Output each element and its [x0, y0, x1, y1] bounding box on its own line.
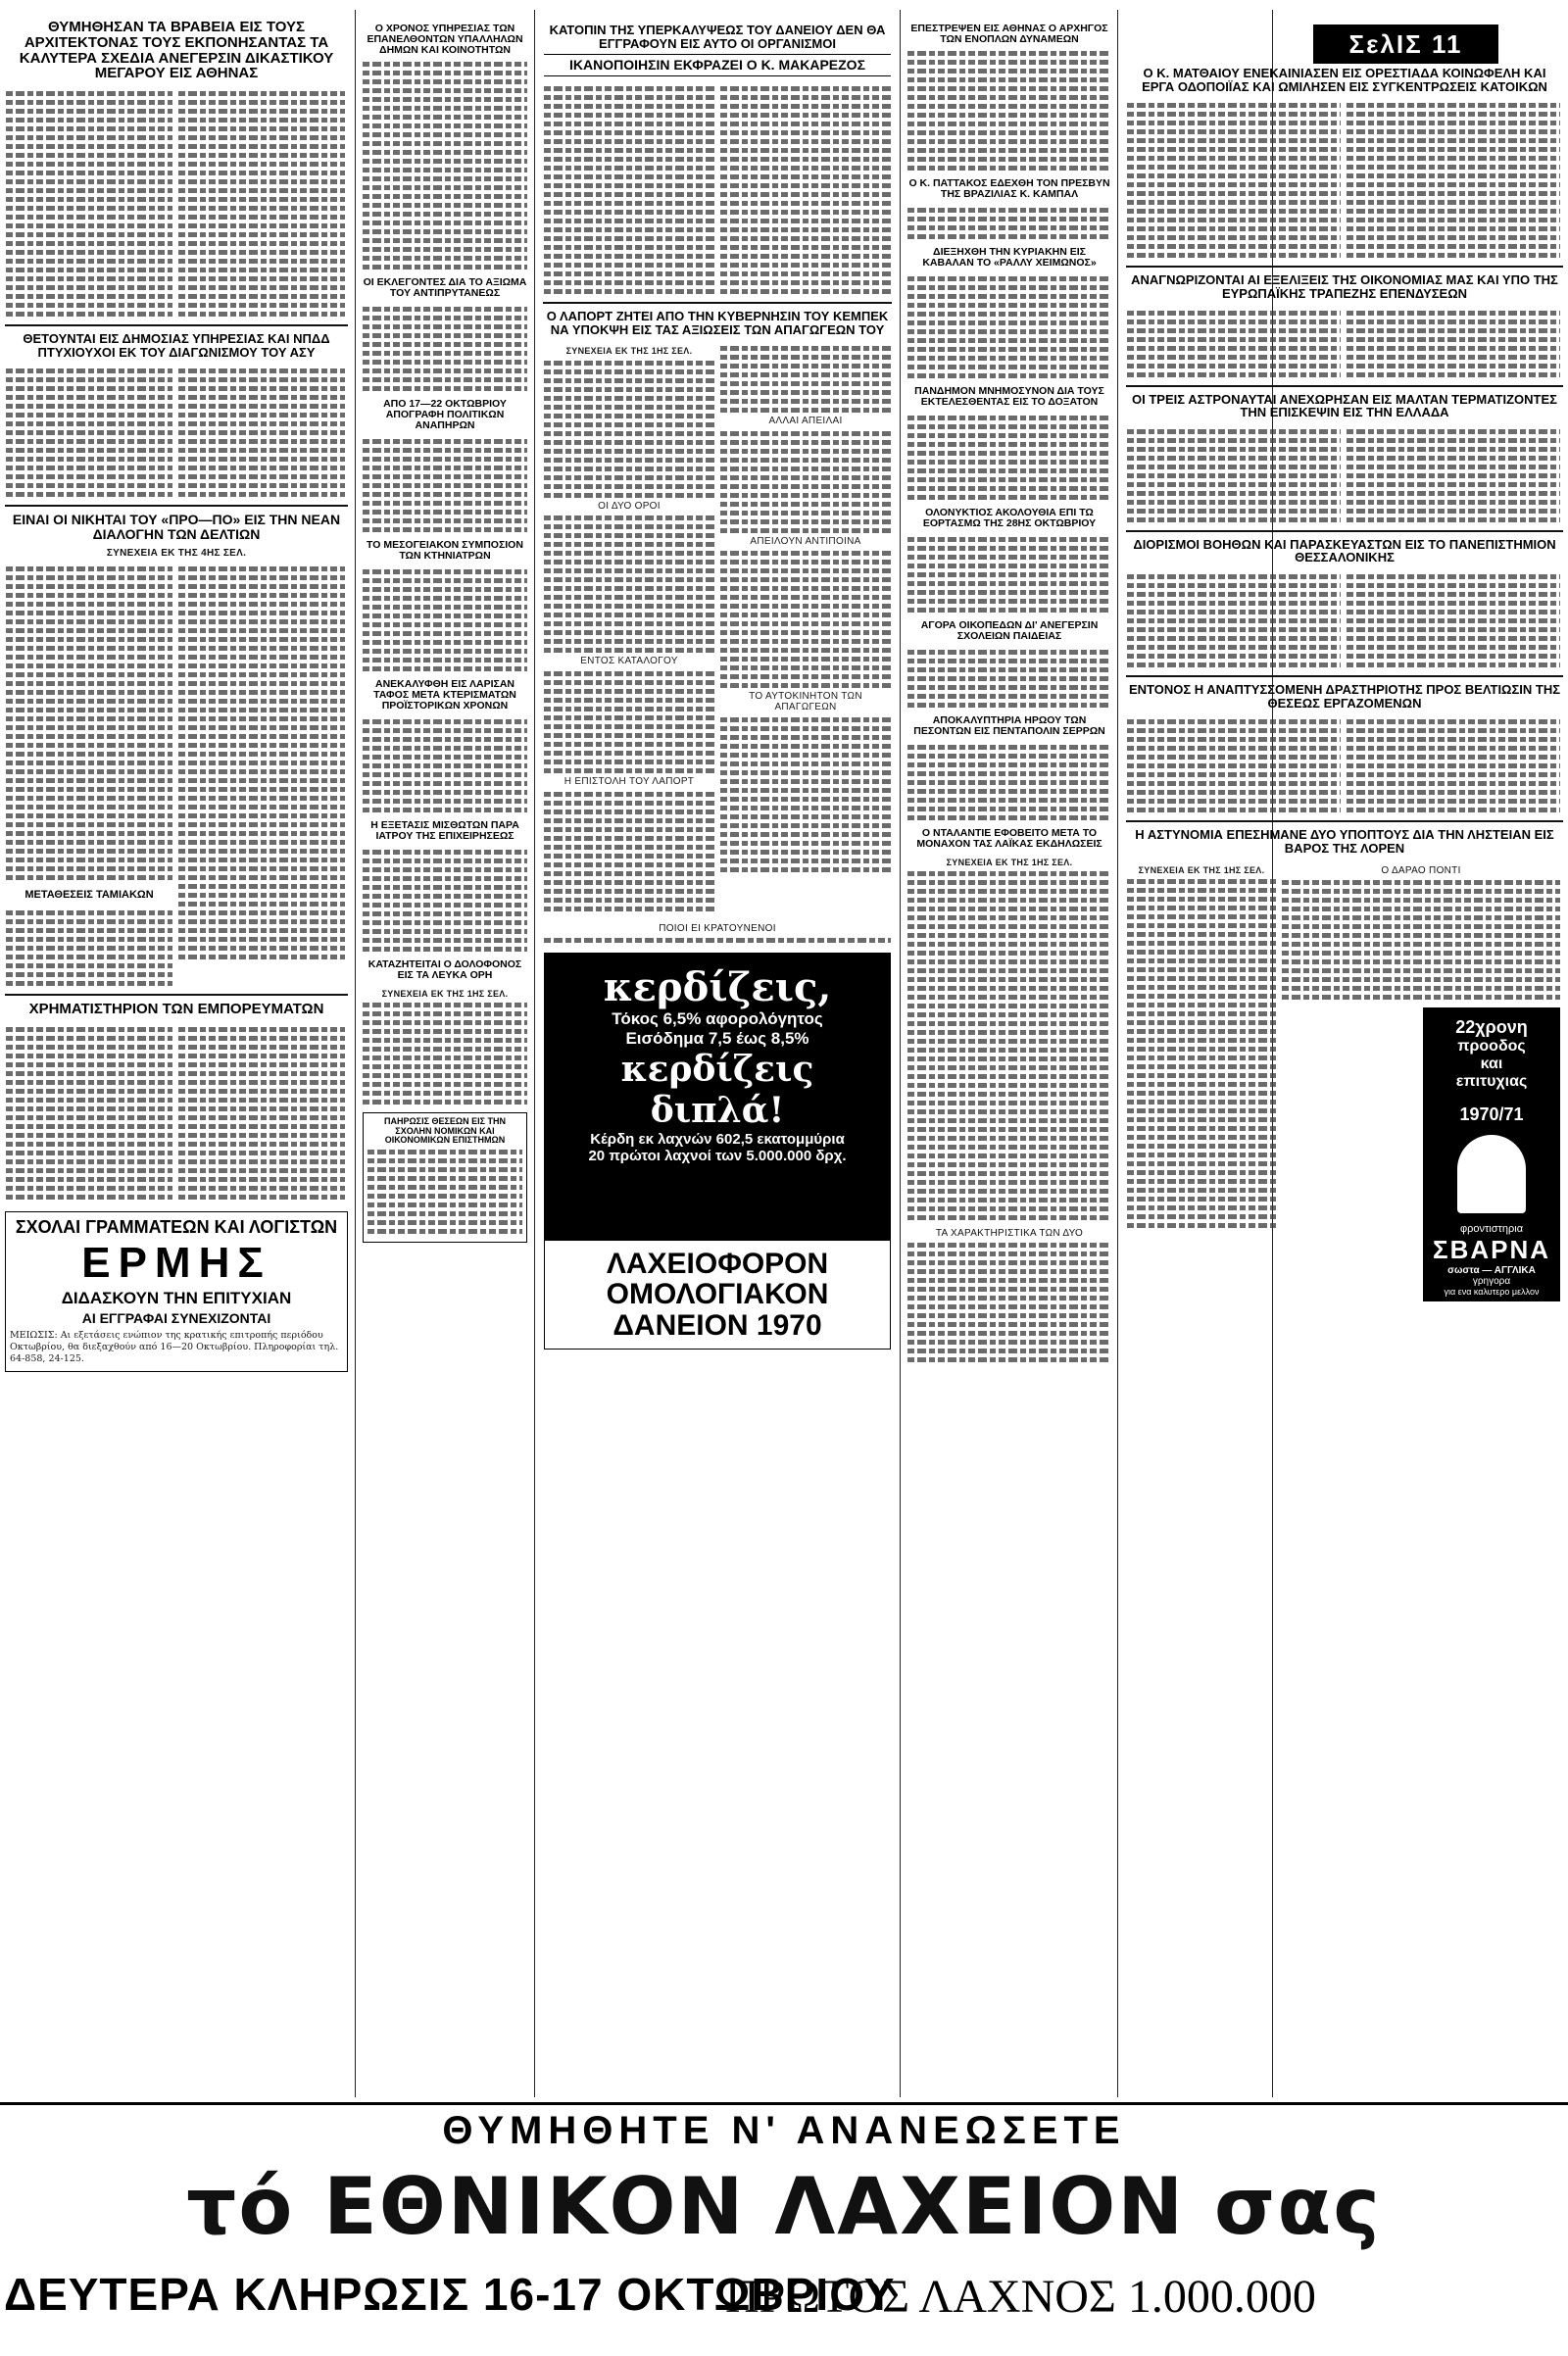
- headline-commodities: ΧΡΗΜΑΤΙΣΤΗΡΙΟΝ ΤΩΝ ΕΜΠΟΡΕΥΜΑΤΩΝ: [28, 1001, 324, 1018]
- headline-eib: ΑΝΑΓΝΩΡΙΖΟΝΤΑΙ ΑΙ ΕΞΕΛΙΞΕΙΣ ΤΗΣ ΟΙΚΟΝΟΜΙΑΣ ΜΑΣ ΚΑΙ ΥΠΟ ΤΗΣ ΕΥΡΩΠΑΪΚΗΣ ΤΡΑΠΕΖΗΣ ΕΠΕΝΔΥΣΕΩΝ: [1131, 272, 1558, 301]
- headline-propo-winners: ΕΙΝΑΙ ΟΙ ΝΙΚΗΤΑΙ ΤΟΥ «ΠΡΟ—ΠΟ» ΕΙΣ ΤΗΝ ΝΕΑΝ ΔΙΑΛΟΓΗΝ ΤΩΝ ΔΕΛΤΙΩΝ: [12, 512, 341, 542]
- article-body: [1127, 425, 1341, 526]
- subhead: ΟΙ ΔΥΟ ΟΡΟΙ: [598, 500, 661, 512]
- svarna-name: ΣΒΑΡΝΑ: [1432, 1234, 1551, 1264]
- article-body: [178, 1023, 345, 1203]
- headline-vet-symposium: ΤΟ ΜΕΣΟΓΕΙΑΚΟΝ ΣΥΜΠΟΣΙΟΝ ΤΩΝ ΚΤΗΝΙΑΤΡΩΝ: [367, 539, 523, 563]
- headline-school-plots: ΑΓΟΡΑ ΟΙΚΟΠΕΔΩΝ ΔΙ' ΑΝΕΓΕΡΣΙΝ ΣΧΟΛΕΙΩΝ ΠΑΙΔΕΙΑΣ: [920, 619, 1099, 643]
- article-body: [1127, 570, 1341, 671]
- page-number-logo: ΣελΙΣ 11: [1313, 25, 1498, 64]
- school-ad-enrol: ΑΙ ΕΓΓΡΑΦΑΙ ΣΥΝΕΧΙΖΟΝΤΑΙ: [81, 1309, 271, 1326]
- headline-matthaiou: Ο Κ. ΜΑΤΘΑΙΟΥ ΕΝΕΚΑΙΝΙΑΣΕΝ ΕΙΣ ΟΡΕΣΤΙΑΔΑ ΚΟΙΝΩΦΕΛΗ ΚΑΙ ΕΡΓΑ ΟΔΟΠΟΙΪΑΣ ΚΑΙ ΩΜΙΛΗΣΕΝ ΕΙΣ ΣΥΓΚΕΝΤΡΩΣΕΙΣ ΚΑΤΟΙΚΩΝ: [1142, 66, 1547, 94]
- article-body: [720, 82, 891, 298]
- article-body: [6, 1023, 172, 1203]
- school-ad-title: ΣΧΟΛΑΙ ΓΡΑΜΜΑΤΕΩΝ ΚΑΙ ΛΟΓΙΣΤΩΝ: [15, 1216, 338, 1237]
- column-rule: [1117, 10, 1118, 2097]
- section-divider: [5, 324, 348, 326]
- article-body: [904, 1243, 1115, 1362]
- headline-university: ΔΙΟΡΙΣΜΟΙ ΒΟΗΘΩΝ ΚΑΙ ΠΑΡΑΣΚΕΥΑΣΤΩΝ ΕΙΣ ΤΟ ΠΑΝΕΠΙΣΤΗΜΙΟΝ ΘΕΣΣΑΛΟΝΙΚΗΣ: [1133, 536, 1556, 565]
- headline-workers: ΕΝΤΟΝΟΣ Η ΑΝΑΠΤΥΣΣΟΜΕΝΗ ΔΡΑΣΤΗΡΙΟΤΗΣ ΠΡΟΣ ΒΕΛΤΙΩΣΙΝ ΤΗΣ ΘΕΣΕΩΣ ΕΡΓΑΖΟΜΕΝΩΝ: [1128, 682, 1561, 711]
- column-2: [359, 0, 531, 1243]
- article-body: [359, 439, 531, 532]
- continued-note: ΣΥΝΕΧΕΙΑ ΕΚ ΤΗΣ 1ΗΣ ΣΕΛ.: [1138, 864, 1265, 875]
- headline-municipal-staff: Ο ΧΡΟΝΟΣ ΥΠΗΡΕΣΙΑΣ ΤΩΝ ΕΠΑΝΕΛΘΟΝΤΩΝ ΥΠΑΛΛΗΛΩΝ ΔΗΜΩΝ ΚΑΙ ΚΟΙΝΟΤΗΤΩΝ: [367, 23, 523, 57]
- lottery-reminder: ΘΥΜΗΘΗΤΕ Ν' ΑΝΑΝΕΩΣΕΤΕ: [442, 2109, 1126, 2152]
- headline-asy-graduates: ΘΕΤΟΥΝΤΑΙ ΕΙΣ ΔΗΜΟΣΙΑΣ ΥΠΗΡΕΣΙΑΣ ΚΑΙ ΝΠΔΔ ΠΤΥΧΙΟΥΧΟΙ ΕΚ ΤΟΥ ΔΙΑΓΩΝΙΣΜΟΥ ΤΟΥ ΑΣΥ: [23, 331, 330, 360]
- column-3: [538, 0, 897, 1350]
- article-body: [178, 563, 345, 991]
- subhead: ΕΝΤΟΣ ΚΑΤΑΛΟΓΟΥ: [580, 656, 678, 667]
- lottery-bond-ad: [544, 953, 891, 1240]
- headline-transfers: ΜΕΤΑΘΕΣΕΙΣ ΤΑΜΙΑΚΩΝ: [24, 888, 154, 901]
- column-4: [904, 0, 1115, 1366]
- article-body: [1347, 715, 1560, 816]
- article-body: [359, 307, 531, 391]
- subhead: ΠΟΙΟΙ ΕΙ ΚΡΑΤΟΥΝΕΝΟΙ: [659, 922, 776, 934]
- article-body: [720, 342, 891, 914]
- section-divider: [1126, 675, 1563, 677]
- school-ad-box: [5, 1211, 348, 1372]
- headline-daladier: Ο ΝΤΑΛΑΝΤΙΕ ΕΦΟΒΕΙΤΟ ΜΕΤΑ ΤΟ ΜΟΝΑΧΟΝ ΤΑΣ ΛΑΪΚΑΣ ΕΚΔΗΛΩΣΕΙΣ: [916, 827, 1102, 851]
- svarna-and: και: [1480, 1055, 1503, 1072]
- column-1: [0, 0, 353, 1372]
- column-rule: [534, 10, 535, 2097]
- ad-income: Εισόδημα 7,5 έως 8,5%: [625, 1028, 809, 1048]
- headline-larissa-tomb: ΑΝΕΚΑΛΥΦΘΗ ΕΙΣ ΛΑΡΙΣΑΝ ΤΑΦΟΣ ΜΕΤΑ ΚΤΕΡΙΣΜΑΤΩΝ ΠΡΟΪΣΤΟΡΙΚΩΝ ΧΡΟΝΩΝ: [373, 678, 516, 712]
- article-body: [1127, 99, 1341, 262]
- ad-first-draws: 20 πρώτοι λαχνοί των 5.000.000 δρχ.: [588, 1147, 847, 1164]
- article-body: [1127, 307, 1341, 381]
- school-ad-tagline: ΔΙΔΑΣΚΟΥΝ ΤΗΝ ΕΠΙΤΥΧΙΑΝ: [61, 1289, 292, 1308]
- subhead: ΑΛΛΑΙ ΑΠΕΙΛΑΙ: [768, 416, 843, 427]
- headline-pattakos: Ο Κ. ΠΑΤΤΑΚΟΣ ΕΔΕΧΘΗ ΤΟΝ ΠΡΕΣΒΥΝ ΤΗΣ ΒΡΑΖΙΛΙΑΣ Κ. ΚΑΜΠΑΛ: [908, 177, 1110, 201]
- article-body: [6, 563, 172, 991]
- headline-loan: ΚΑΤΟΠΙΝ ΤΗΣ ΥΠΕΡΚΑΛΥΨΕΩΣ ΤΟΥ ΔΑΝΕΙΟΥ ΔΕΝ ΘΑ ΕΓΓΡΑΦΟΥΝ ΕΙΣ ΑΥΤΟ ΟΙ ΟΡΓΑΝΙΣΜΟΙ: [549, 23, 886, 51]
- article-body: [904, 416, 1115, 500]
- lottery-draw-date: ΔΕΥΤΕΡΑ ΚΛΗΡΩΣΙΣ 16-17 ΟΚΤΩΒΡΙΟΥ: [4, 2269, 896, 2320]
- section-divider: [5, 994, 348, 996]
- section-divider: [5, 505, 348, 507]
- lottery-first-prize: ΠΡΩΤΟΣ ΛΑΧΝΟΣ 1.000.000: [725, 2271, 1316, 2323]
- ad-top-rule: [0, 2102, 1568, 2105]
- article-body: [904, 537, 1115, 613]
- article-body: [359, 1003, 531, 1104]
- ad-kerdizeis-2: κερδίζεις διπλά!: [620, 1048, 814, 1131]
- subhead: ΑΠΕΙΛΟΥΝ ΑΝΤΙΠΟΙΝΑ: [750, 535, 861, 547]
- school-ad-note: ΜΕΙΩΣΙΣ: Αι εξετάσεις ενώπιον της κρατικής επιτροπής περιόδου Οκτωβρίου, θα διεξαχθούν από 16—20 Οκτωβρίου. Πληροφορίαι τηλ. 64-858, 24-125.: [10, 1329, 339, 1364]
- headline-vigil: ΟΛΟΝΥΚΤΙΟΣ ΑΚΟΛΟΥΘΙΑ ΕΠΙ ΤΩ ΕΟΡΤΑΣΜΩ ΤΗΣ 28ΗΣ ΟΚΤΩΒΡΙΟΥ: [922, 507, 1097, 530]
- article-body: [1127, 861, 1276, 1301]
- section-divider: [1126, 820, 1563, 822]
- article-body: [359, 569, 531, 671]
- headline-rally: ΔΙΕΞΗΧΘΗ ΤΗΝ ΚΥΡΙΑΚΗΝ ΕΙΣ ΚΑΒΑΛΑΝ ΤΟ «ΡΑΛΛΥ ΧΕΙΜΩΝΟΣ»: [922, 246, 1097, 270]
- subhead: ΤΟ ΑΥΤΟΚΙΝΗΤΟΝ ΤΩΝ ΑΠΑΓΩΓΕΩΝ: [749, 691, 862, 713]
- article-body: [904, 208, 1115, 239]
- law-school-box: [363, 1112, 527, 1242]
- article-body: [178, 365, 345, 501]
- headline-armed-forces-chief: ΕΠΕΣΤΡΕΨΕΝ ΕΙΣ ΑΘΗΝΑΣ Ο ΑΡΧΗΓΟΣ ΤΩΝ ΕΝΟΠΛΩΝ ΔΥΝΑΜΕΩΝ: [910, 23, 1108, 46]
- article-body: [544, 342, 714, 914]
- article-body: [904, 745, 1115, 820]
- column-5: [1121, 0, 1568, 1301]
- headline-memorial: ΠΑΝΔΗΜΟΝ ΜΝΗΜΟΣΥΝΟΝ ΔΙΑ ΤΟΥΣ ΕΚΤΕΛΕΣΘΕΝΤΑΣ ΕΙΣ ΤΟ ΔΟΞΑΤΟΝ: [914, 385, 1104, 409]
- article-body: [359, 719, 531, 812]
- headline-architects: ΘΥΜΗΘΗΣΑΝ ΤΑ ΒΡΑΒΕΙΑ ΕΙΣ ΤΟΥΣ ΑΡΧΙΤΕΚΤΟΝΑΣ ΤΟΥΣ ΕΚΠΟΝΗΣΑΝΤΑΣ ΤΑ ΚΑΛΥΤΕΡΑ ΣΧΕΔΙΑ ΑΝΕΓΕΡΣΙΝ ΔΙΚΑΣΤΙΚΟΥ ΜΕΓΑΡΟΥ ΕΙΣ ΑΘΗΝΑΣ: [19, 19, 334, 82]
- ad-bond-2: ΟΜΟΛΟΓΙΑΚΟΝ: [606, 1278, 829, 1311]
- article-body: [904, 276, 1115, 378]
- svarna-progress: προοδος: [1457, 1037, 1526, 1055]
- continued-note: ΣΥΝΕΧΕΙΑ ΕΚ ΤΗΣ 1ΗΣ ΣΕΛ.: [946, 858, 1073, 868]
- lottery-bond-title: [544, 1240, 891, 1350]
- svarna-future: για ενα καλυτερο μελλον: [1444, 1286, 1540, 1297]
- svarna-english: σωστα — ΑΓΓΛΙΚΑ: [1447, 1264, 1536, 1276]
- svarna-tutoring-ad: [1423, 1007, 1560, 1301]
- headline-murderer-search: ΚΑΤΑΖΗΤΕΙΤΑΙ Ο ΔΟΛΟΦΟΝΟΣ ΕΙΣ ΤΑ ΛΕΥΚΑ ΟΡΗ: [368, 958, 522, 982]
- article-body: [1347, 99, 1560, 262]
- headline-vice-rector: ΟΙ ΕΚΛΕΓΟΝΤΕΣ ΔΙΑ ΤΟ ΑΞΙΩΜΑ ΤΟΥ ΑΝΤΙΠΡΥΤΑΝΕΩΣ: [363, 276, 527, 300]
- headline-disabled-census: ΑΠΟ 17—22 ΟΚΤΩΒΡΙΟΥ ΑΠΟΓΡΑΦΗ ΠΟΛΙΤΙΚΩΝ ΑΝΑΠΗΡΩΝ: [383, 398, 507, 432]
- column-rule: [900, 10, 901, 2097]
- section-divider: [1126, 385, 1563, 387]
- article-body: [904, 51, 1115, 171]
- svarna-fast: γρηγορα: [1472, 1275, 1511, 1287]
- article-body: [1347, 570, 1560, 671]
- headline-laporte: Ο ΛΑΠΟΡΤ ΖΗΤΕΙ ΑΠΟ ΤΗΝ ΚΥΒΕΡΝΗΣΙΝ ΤΟΥ ΚΕΜΠΕΚ ΝΑ ΥΠΟΚΨΗ ΕΙΣ ΤΑΣ ΑΞΙΩΣΕΙΣ ΤΩΝ ΑΠΑΓΩΓΕΩΝ ΤΟΥ: [546, 308, 889, 337]
- article-body: [904, 871, 1115, 1220]
- article-body: [359, 850, 531, 952]
- section-divider: [1126, 266, 1563, 268]
- svarna-year: 1970/71: [1459, 1104, 1524, 1124]
- article-body: [178, 87, 345, 320]
- headline-monument: ΑΠΟΚΑΛΥΠΤΗΡΙΑ ΗΡΩΟΥ ΤΩΝ ΠΕΣΟΝΤΩΝ ΕΙΣ ΠΕΝΤΑΠΟΛΙΝ ΣΕΡΡΩΝ: [913, 714, 1105, 738]
- ad-interest: Τόκος 6,5% αφορολόγητος: [612, 1008, 823, 1028]
- article-body: [1347, 425, 1560, 526]
- subhead: Ο ΔΑΡΑΟ ΠΟΝΤΙ: [1381, 864, 1461, 876]
- national-lottery-ad: [0, 2102, 1568, 2356]
- headline-law-school: ΠΑΗΡΩΣΙΣ ΘΕΣΕΩΝ ΕΙΣ ΤΗΝ ΣΧΟΛΗΝ ΝΟΜΙΚΩΝ ΚΑΙ ΟΙΚΟΝΟΜΙΚΩΝ ΕΠΙΣΤΗΜΩΝ: [383, 1116, 507, 1146]
- subhead: Η ΕΠΙΣΤΟΛΗ ΤΟΥ ΛΑΠΟΡΤ: [564, 776, 695, 788]
- headline-makarezos: ΙΚΑΝΟΠΟΙΗΣΙΝ ΕΚΦΡΑΖΕΙ Ο Κ. ΜΑΚΑΡΕΖΟΣ: [544, 54, 891, 76]
- school-ad-name: ΕΡΜΗΣ: [81, 1238, 271, 1287]
- svarna-figure: [1457, 1135, 1526, 1213]
- headline-loren-robbery: Η ΑΣΤΥΝΟΜΙΑ ΕΠΕΣΗΜΑΝΕ ΔΥΟ ΥΠΟΠΤΟΥΣ ΔΙΑ ΤΗΝ ΛΗΣΤΕΙΑΝ ΕΙΣ ΒΑΡΟΣ ΤΗΣ ΛΟΡΕΝ: [1135, 827, 1554, 857]
- headline-astronauts: ΟΙ ΤΡΕΙΣ ΑΣΤΡΟΝΑΥΤΑΙ ΑΝΕΧΩΡΗΣΑΝ ΕΙΣ ΜΑΛΤΑΝ ΤΕΡΜΑΤΙΖΟΝΤΕΣ ΤΗΝ ΕΠΙΣΚΕΨΙΝ ΕΙΣ ΤΗΝ ΕΛΛΑΔΑ: [1132, 391, 1557, 420]
- article-body: [1347, 307, 1560, 381]
- article-body: [1282, 880, 1560, 1000]
- ad-winnings: Κέρδη εκ λαχνών 602,5 εκατομμύρια: [590, 1130, 845, 1148]
- section-divider: [543, 302, 892, 304]
- continued-note: ΣΥΝΕΧΕΙΑ ΕΚ ΤΗΣ 1ΗΣ ΣΕΛ.: [565, 346, 693, 357]
- ad-bond-3: ΔΑΝΕΙΟΝ 1970: [612, 1308, 822, 1342]
- lottery-name: τό ΕΘΝΙΚΟΝ ΛΑΧΕΙΟΝ σας: [186, 2161, 1382, 2252]
- svarna-22: 22χρονη: [1455, 1016, 1528, 1037]
- subhead: ΤΑ ΧΑΡΑΚΤΗΡΙΣΤΙΚΑ ΤΩΝ ΔΥΟ: [935, 1228, 1084, 1240]
- article-body: [544, 82, 714, 298]
- article-body: [368, 1150, 522, 1234]
- continued-note: ΣΥΝΕΧΕΙΑ ΕΚ ΤΗΣ 4ΗΣ ΣΕΛ.: [106, 547, 247, 559]
- ad-kerdizeis-1: κερδίζεις,: [603, 963, 832, 1010]
- article-body: [6, 365, 172, 501]
- headline-medical-exam: Η ΕΞΕΤΑΣΙΣ ΜΙΣΘΩΤΩΝ ΠΑΡΑ ΙΑΤΡΟΥ ΤΗΣ ΕΠΙΧΕΙΡΗΣΕΩΣ: [370, 819, 519, 843]
- svarna-label: φροντιστηρια: [1459, 1222, 1524, 1235]
- svarna-success: επιτυχιας: [1455, 1072, 1528, 1090]
- article-body: [359, 62, 531, 270]
- article-body: [904, 650, 1115, 708]
- ad-bond-1: ΛΑΧΕΙΟΦΟΡΟΝ: [606, 1247, 829, 1280]
- article-body: [1127, 715, 1341, 816]
- article-body: [6, 87, 172, 320]
- column-rule: [355, 10, 356, 2097]
- continued-note: ΣΥΝΕΧΕΙΑ ΕΚ ΤΗΣ 1ΗΣ ΣΕΛ.: [381, 989, 509, 1000]
- section-divider: [1126, 530, 1563, 532]
